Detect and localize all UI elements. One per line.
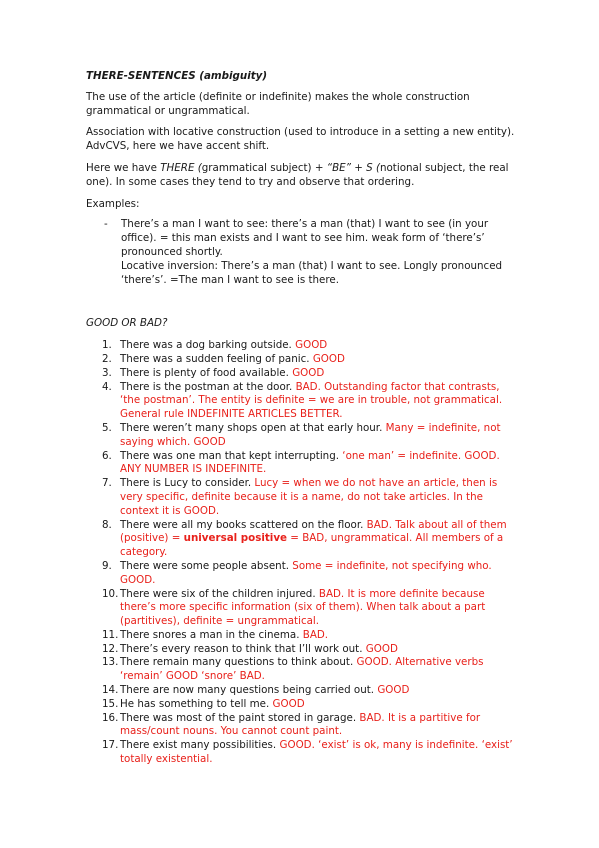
list-item-sentence: There were some people absent. — [120, 559, 293, 572]
bullet-dash: - — [104, 218, 108, 231]
list-item — [86, 643, 516, 657]
paragraph-ordering-text-c: grammatical subject) + — [201, 161, 327, 174]
list-item-sentence: There are now many questions being carried out. — [120, 684, 378, 697]
list-item — [86, 422, 516, 450]
list-item — [86, 684, 516, 698]
list-item-verdict-emphasis: universal positive — [183, 532, 288, 545]
paragraph-locative: Association with locative construction (used to introduce in a setting a new entity). AdvCVS, here we have accent shift. — [86, 126, 515, 153]
list-item-number: 6. — [102, 449, 112, 462]
good-or-bad-heading: GOOD OR BAD? — [86, 317, 168, 330]
list-item-number: 17. — [102, 739, 119, 752]
list-item-verdict: Some = indefinite, not specifying who. GOOD. — [120, 559, 492, 586]
list-item-number: 2. — [102, 352, 112, 365]
list-item-sentence: There was most of the paint stored in garage. — [120, 711, 360, 724]
list-item — [86, 560, 516, 588]
list-item-number: 5. — [102, 421, 112, 434]
list-item-sentence: There exist many possibilities. — [120, 739, 280, 752]
list-item-sentence: There weren’t many shops open at that early hour. — [120, 421, 386, 434]
document-body — [86, 70, 516, 767]
list-item-number: 4. — [102, 380, 112, 393]
list-item-sentence: There were six of the children injured. — [120, 587, 319, 600]
list-item-verdict: GOOD — [292, 366, 325, 379]
list-item-number: 1. — [102, 339, 112, 352]
list-item-number: 15. — [102, 697, 119, 710]
list-item — [86, 381, 516, 422]
list-item — [86, 588, 516, 629]
list-item-number: 9. — [102, 559, 112, 572]
list-item-number: 16. — [102, 711, 119, 724]
list-item — [86, 367, 516, 381]
sentence-list — [86, 339, 516, 767]
list-item-number: 10. — [102, 587, 119, 600]
list-item-verdict: GOOD — [295, 339, 328, 352]
list-item-verdict: BAD. Talk about all of them (positive) = — [120, 518, 507, 545]
list-item-sentence: There’s every reason to think that I’ll work out. — [120, 642, 366, 655]
list-item-verdict: BAD. It is a partitive for mass/count nouns. You cannot count paint. — [120, 711, 481, 738]
list-item-verdict: GOOD — [312, 352, 345, 365]
list-item-sentence: He has something to tell me. — [120, 697, 273, 710]
document-title: THERE-SENTENCES (ambiguity) — [86, 70, 268, 82]
list-item — [86, 477, 516, 518]
list-item-verdict: Many = indefinite, not saying which. GOOD — [120, 421, 501, 448]
list-item — [86, 629, 516, 643]
list-item-number: 13. — [102, 656, 119, 669]
list-item — [86, 519, 516, 560]
list-item-number: 3. — [102, 366, 112, 379]
list-item — [86, 739, 516, 767]
paragraph-article-use: The use of the article (definite or indefinite) makes the whole construction grammatical or ungrammatical. — [86, 90, 470, 117]
example-bullet — [86, 218, 516, 287]
there-term: THERE ( — [160, 161, 202, 174]
bullet-text-locative: Locative inversion: There’s a man (that) I want to see. Longly pronounced ‘there’s’. =The man I want to see is there. — [121, 259, 503, 286]
list-item-sentence: There is Lucy to consider. — [120, 477, 255, 490]
list-item-verdict: GOOD — [272, 697, 305, 710]
paragraph-ordering-text-e: notional subject, the real one). In some cases they tend to try and observe that ordering. — [86, 161, 509, 188]
list-item-sentence: There was one man that kept interrupting. — [120, 449, 343, 462]
list-item — [86, 339, 516, 353]
list-item-number: 12. — [102, 642, 119, 655]
list-item-sentence: There were all my books scattered on the floor. — [120, 518, 367, 531]
list-item-verdict: GOOD. Alternative verbs ‘remain’ GOOD ‘snore’ BAD. — [120, 656, 484, 683]
list-item-verdict: ‘one man’ = indefinite. GOOD. ANY NUMBER IS INDEFINITE. — [120, 449, 500, 476]
paragraph-ordering — [86, 162, 516, 190]
list-item-verdict: BAD. It is more definite because there’s more specific information (six of them). When talk about a part (partitives), definite = ungrammatical. — [120, 587, 486, 628]
list-item — [86, 656, 516, 684]
list-item-number: 7. — [102, 477, 112, 490]
list-item — [86, 353, 516, 367]
list-item-number: 8. — [102, 518, 112, 531]
list-item-verdict: GOOD — [365, 642, 398, 655]
list-item-verdict: GOOD — [377, 684, 410, 697]
list-item-verdict: BAD. Outstanding factor that contrasts, ‘the postman’. The entity is definite = we are in trouble, not grammatical. General rule INDEFINITE ARTICLES BETTER. — [120, 380, 503, 421]
list-item — [86, 450, 516, 478]
bullet-text: There’s a man I want to see: there’s a man (that) I want to see (in your office). = this man exists and I want to see him. weak form of ‘there’s’ pronounced shortly. — [121, 218, 489, 258]
list-item-sentence: There was a dog barking outside. — [120, 339, 296, 352]
list-item-number: 14. — [102, 684, 119, 697]
examples-label: Examples: — [86, 197, 140, 210]
list-item-sentence: There was a sudden feeling of panic. — [120, 352, 313, 365]
list-item-sentence: There is plenty of food available. — [120, 366, 293, 379]
be-s-term: “BE” + S ( — [326, 161, 380, 174]
paragraph-ordering-text-a: Here we have — [86, 161, 161, 174]
list-item-verdict: BAD. — [302, 628, 329, 641]
list-item-sentence: There remain many questions to think about. — [120, 656, 357, 669]
list-item-verdict: Lucy = when we do not have an article, then is very specific, definite because it is a name, do not take articles. In the context it is GOOD. — [120, 477, 498, 517]
list-item-sentence: There is the postman at the door. — [120, 380, 296, 393]
list-item-verdict: GOOD. ‘exist’ is ok, many is indefinite. ‘exist’ totally existential. — [120, 739, 513, 766]
list-item — [86, 712, 516, 740]
list-item-number: 11. — [102, 628, 119, 641]
list-item-verdict-continued: = BAD, ungrammatical. All members of a category. — [120, 532, 504, 559]
list-item — [86, 698, 516, 712]
list-item-sentence: There snores a man in the cinema. — [120, 628, 303, 641]
